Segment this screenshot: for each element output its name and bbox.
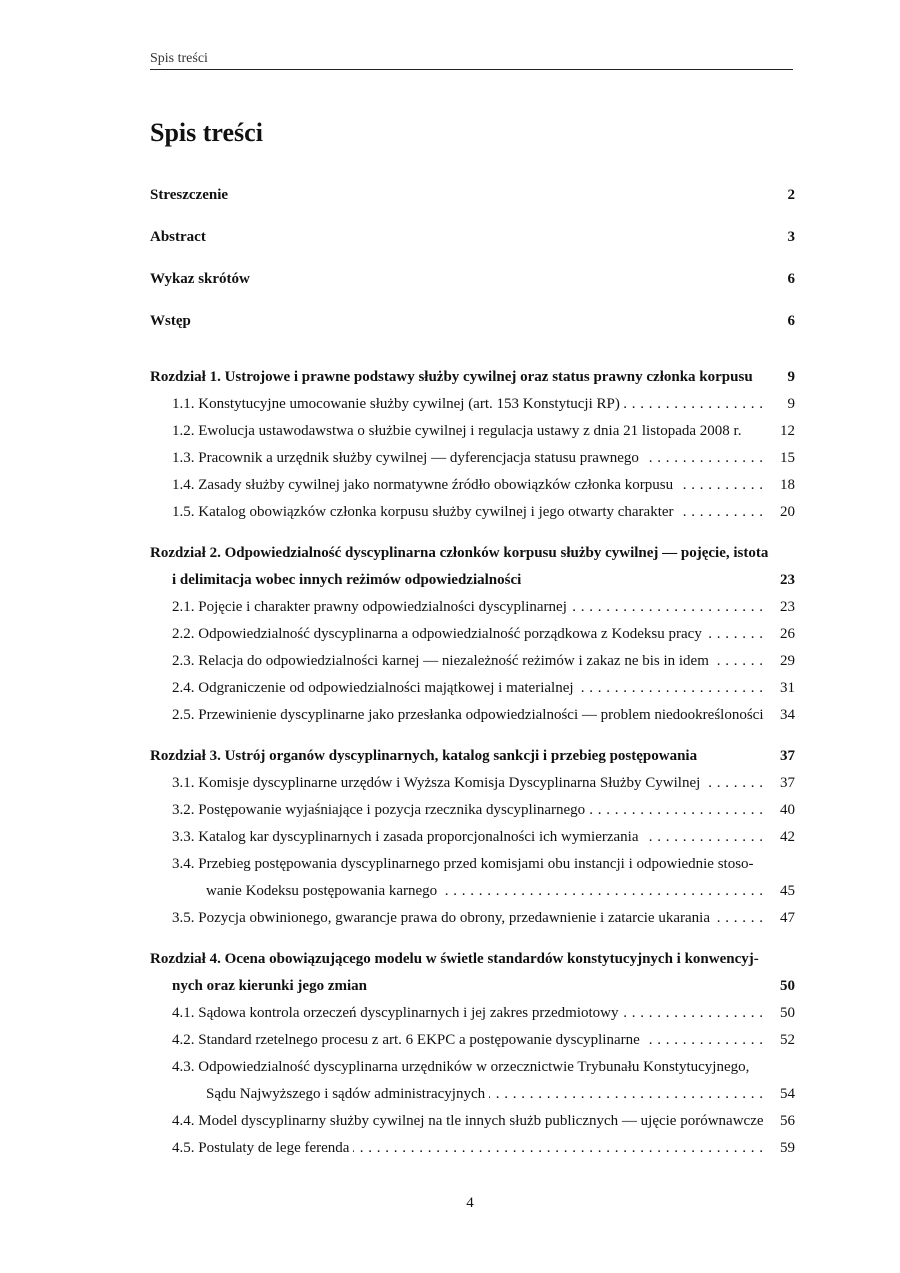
section-entry-page: 29 bbox=[780, 653, 795, 669]
dot-leader bbox=[643, 445, 763, 472]
toc-entry-front-page: 2 bbox=[787, 187, 795, 203]
section-entry-title: 2.4. Odgraniczenie od odpowiedzialności majątkowej i materialnej bbox=[172, 680, 574, 696]
section-entry-title: 1.1. Konstytucyjne umocowanie służby cywilnej (art. 153 Konstytucji RP) bbox=[172, 396, 620, 412]
section-entry-page: 20 bbox=[780, 504, 795, 520]
section-entry bbox=[150, 1000, 795, 1027]
section-entry bbox=[150, 1081, 795, 1108]
section-entry-title: 2.3. Relacja do odpowiedzialności karnej — niezależność reżimów i zakaz ne bis in idem bbox=[172, 653, 709, 669]
toc-entry-front bbox=[150, 224, 795, 266]
section-entry-page: 45 bbox=[780, 883, 795, 899]
chapter-heading bbox=[150, 364, 795, 391]
toc-entry-front-title: Streszczenie bbox=[150, 187, 229, 203]
dot-leader bbox=[578, 675, 763, 702]
chapter-heading bbox=[150, 973, 795, 1000]
section-entry bbox=[150, 1027, 795, 1054]
section-entry bbox=[150, 824, 795, 851]
section-entry-title: 2.1. Pojęcie i charakter prawny odpowiedzialności dyscyplinarnej bbox=[172, 599, 567, 615]
section-entry-title: 3.1. Komisje dyscyplinarne urzędów i Wyższa Komisja Dyscyplinarna Służby Cywilnej bbox=[172, 775, 701, 791]
dot-leader bbox=[589, 797, 763, 824]
chapter-heading-line: Rozdział 4. Ocena obowiązującego modelu w świetle standardów konstytucyjnych i konwencyj- bbox=[150, 951, 759, 967]
section-entry-page: 59 bbox=[780, 1140, 795, 1156]
chapter-heading-title: nych oraz kierunki jego zmian bbox=[172, 978, 367, 994]
section-entry-title: 2.2. Odpowiedzialność dyscyplinarna a odpowiedzialność porządkowa z Kodeksu pracy bbox=[172, 626, 702, 642]
section-entry-page: 52 bbox=[780, 1032, 795, 1048]
section-entry bbox=[150, 472, 795, 499]
section-entry bbox=[150, 1108, 795, 1135]
chapter-heading-page: 50 bbox=[780, 978, 795, 994]
toc-entry-front-title: Abstract bbox=[150, 229, 206, 245]
section-entry-title: 1.5. Katalog obowiązków członka korpusu służby cywilnej i jego otwarty charakter bbox=[172, 504, 674, 520]
section-entry-title: Sądu Najwyższego i sądów administracyjnych bbox=[206, 1086, 486, 1102]
section-entry-title: 3.2. Postępowanie wyjaśniające i pozycja rzecznika dyscyplinarnego bbox=[172, 802, 586, 818]
toc-entry-front bbox=[150, 182, 795, 224]
section-entry-page: 40 bbox=[780, 802, 795, 818]
dot-leader bbox=[714, 905, 763, 932]
section-entry-page: 54 bbox=[780, 1086, 795, 1102]
section-entry-title: 4.5. Postulaty de lege ferenda bbox=[172, 1140, 350, 1156]
section-entry-title: 3.5. Pozycja obwinionego, gwarancje prawa do obrony, przedawnienie i zatarcie ukarania bbox=[172, 910, 710, 926]
chapter-heading bbox=[150, 743, 795, 770]
section-entry-page: 12 bbox=[780, 423, 795, 439]
section-entry-line: 4.3. Odpowiedzialność dyscyplinarna urzędników w orzecznictwie Trybunału Konstytucyjnego, bbox=[172, 1059, 750, 1075]
section-entry bbox=[150, 905, 795, 932]
section-entry-title: 4.4. Model dyscyplinarny służby cywilnej na tle innych służb publicznych — ujęcie porównawcze bbox=[172, 1113, 764, 1129]
section-entry-page: 31 bbox=[780, 680, 795, 696]
section-entry bbox=[150, 648, 795, 675]
chapter-heading-title: Rozdział 3. Ustrój organów dyscyplinarnych, katalog sankcji i przebieg postępowania bbox=[150, 748, 698, 764]
chapter-heading-page: 37 bbox=[780, 748, 795, 764]
section-entry-title: 1.3. Pracownik a urzędnik służby cywilnej — dyferencjacja statusu prawnego bbox=[172, 450, 639, 466]
section-entry-line: 3.4. Przebieg postępowania dyscyplinarnego przed komisjami obu instancji i odpowiednie stoso- bbox=[172, 856, 754, 872]
dot-leader bbox=[624, 391, 763, 418]
dot-leader bbox=[489, 1081, 763, 1108]
section-entry bbox=[150, 445, 795, 472]
section-entry bbox=[150, 702, 795, 729]
section-entry bbox=[150, 1135, 795, 1162]
chapter-heading bbox=[150, 567, 795, 594]
toc-entry-front-page: 3 bbox=[787, 229, 795, 245]
section-entry-title: 2.5. Przewinienie dyscyplinarne jako przesłanka odpowiedzialności — problem niedookreśloności bbox=[172, 707, 764, 723]
page-title: Spis treści bbox=[150, 118, 263, 147]
dot-leader bbox=[678, 499, 763, 526]
chapter-heading-title: Rozdział 1. Ustrojowe i prawne podstawy służby cywilnej oraz status prawny członka korpusu bbox=[150, 369, 753, 385]
section-entry-page: 26 bbox=[780, 626, 795, 642]
section-entry-page: 47 bbox=[780, 910, 795, 926]
chapter-heading-page: 9 bbox=[787, 369, 795, 385]
chapter-heading-line: Rozdział 2. Odpowiedzialność dyscyplinarna członków korpusu służby cywilnej — pojęcie, istota bbox=[150, 545, 769, 561]
dot-leader bbox=[643, 824, 763, 851]
section-entry bbox=[150, 418, 795, 445]
chapter-heading-page: 23 bbox=[780, 572, 795, 588]
dot-leader bbox=[644, 1027, 763, 1054]
toc-entry-front bbox=[150, 308, 795, 350]
section-entry bbox=[150, 675, 795, 702]
dot-leader bbox=[571, 594, 763, 621]
section-entry-page: 34 bbox=[780, 707, 795, 723]
section-entry bbox=[150, 391, 795, 418]
section-entry-page: 15 bbox=[780, 450, 795, 466]
dot-leader bbox=[441, 878, 763, 905]
toc-entry-front bbox=[150, 266, 795, 308]
section-entry bbox=[150, 499, 795, 526]
section-entry-title: 1.2. Ewolucja ustawodawstwa o służbie cywilnej i regulacja ustawy z dnia 21 listopada 2008 r. bbox=[172, 423, 742, 439]
running-header bbox=[150, 50, 793, 70]
running-header-title: Spis treści bbox=[150, 51, 208, 66]
section-entry-title: 3.3. Katalog kar dyscyplinarnych i zasada proporcjonalności ich wymierzania bbox=[172, 829, 639, 845]
section-entry-page: 18 bbox=[780, 477, 795, 493]
section-entry bbox=[150, 594, 795, 621]
section-entry-title: 4.1. Sądowa kontrola orzeczeń dyscyplinarnych i jej zakres przedmiotowy bbox=[172, 1005, 619, 1021]
dot-leader bbox=[706, 621, 763, 648]
toc-entry-front-title: Wstęp bbox=[150, 313, 191, 329]
section-entry-title: 1.4. Zasady służby cywilnej jako normatywne źródło obowiązków członka korpusu bbox=[172, 477, 674, 493]
table-of-contents bbox=[150, 182, 795, 1162]
page-number: 4 bbox=[466, 1195, 474, 1211]
section-entry bbox=[150, 878, 795, 905]
dot-leader bbox=[353, 1135, 763, 1162]
section-entry-page: 50 bbox=[780, 1005, 795, 1021]
toc-entry-front-page: 6 bbox=[787, 271, 795, 287]
dot-leader bbox=[677, 472, 763, 499]
section-entry bbox=[150, 621, 795, 648]
dot-leader bbox=[623, 1000, 763, 1027]
section-entry bbox=[150, 770, 795, 797]
section-entry-page: 23 bbox=[780, 599, 795, 615]
chapter-heading-title: i delimitacja wobec innych reżimów odpowiedzialności bbox=[172, 572, 522, 588]
toc-entry-front-title: Wykaz skrótów bbox=[150, 271, 250, 287]
section-entry-page: 56 bbox=[780, 1113, 795, 1129]
section-entry-page: 37 bbox=[780, 775, 795, 791]
dot-leader bbox=[713, 648, 763, 675]
section-entry-title: 4.2. Standard rzetelnego procesu z art. 6 EKPC a postępowanie dyscyplinarne bbox=[172, 1032, 640, 1048]
toc-entry-front-page: 6 bbox=[787, 313, 795, 329]
section-entry-page: 9 bbox=[787, 396, 795, 412]
section-entry-title: wanie Kodeksu postępowania karnego bbox=[206, 883, 438, 899]
section-entry-page: 42 bbox=[780, 829, 795, 845]
section-entry bbox=[150, 797, 795, 824]
dot-leader bbox=[704, 770, 763, 797]
